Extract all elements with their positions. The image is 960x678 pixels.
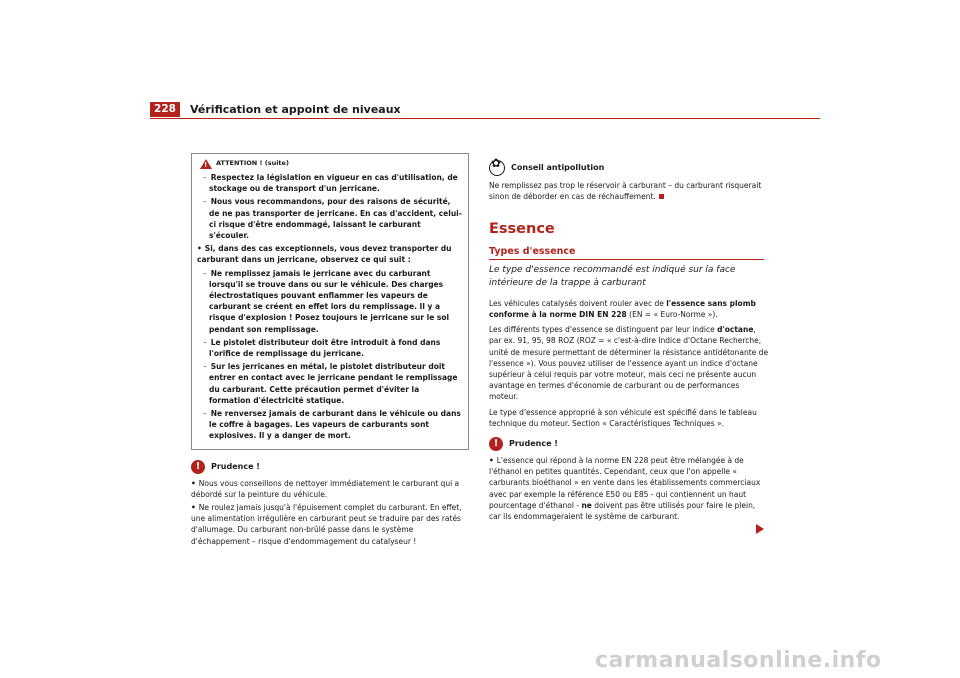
prudence-right-bullet: • L'essence qui répond à la norme EN 228 peut être mélangée à de l'éthanol en petites quantités. Cependant, ceux que l'on appelle « carburants bioéthanol » en vente dans les établissements commerciaux avec par exemple la référence E50 ou E85 - qui contiennent un haut pourcentage d'éthanol - ne doivent pas être utilisés pour faire le plein, car ils endommageraient le système de carburant. [489, 456, 761, 522]
subsection-title: Types d'essence [489, 245, 576, 257]
warning-dash-item: – Ne remplissez jamais le jerricane avec du carburant lorsqu'il se trouve dans ou sur le véhicule. Des charges électrostatiques pouvant enflammer les vapeurs de carburant se créent en effet lors du remplissage. Il y a risque d'explosion ! Posez toujours le jerricane sur le sol pendant son remplissage. [203, 268, 463, 335]
warning-dash-item: – Ne renversez jamais de carburant dans le véhicule ou dans le coffre à bagages. Les vapeurs de carburants sont explosives. Il y a danger de mort. [203, 408, 463, 442]
right-column [489, 160, 769, 522]
left-column [191, 153, 469, 547]
prudence-left-bullet: • Ne roulez jamais jusqu'à l'épuisement complet du carburant. En effet, une alimentation irrégulière en carburant peut se traduire par des ratés d'allumage. Du carburant non-brûlé passe dans le système d'échappement – risque d'endommagement du catalyseur ! [191, 503, 462, 546]
warning-items [197, 172, 463, 442]
prudence-right-label: Prudence ! [509, 439, 558, 449]
subsection-subtitle: Le type d'essence recommandé est indiqué sur la face intérieure de la trappe à carburant [489, 264, 736, 288]
prudence-right-heading [489, 437, 769, 451]
conseil-text: Ne remplissez pas trop le réservoir à carburant – du carburant risquerait sinon de déborder en cas de réchauffement. [489, 181, 762, 202]
paragraph-3: Le type d'essence approprié à son véhicule est spécifié dans le tableau technique du moteur. Section « Caractéristiques Techniques ». [489, 407, 757, 428]
prudence-left-label: Prudence ! [211, 462, 260, 472]
prudence-left-bullet: • Nous vous conseillons de nettoyer immédiatement le carburant qui a débordé sur la peinture du véhicule. [191, 478, 460, 499]
end-square-icon [659, 194, 664, 199]
warning-dash-item: – Respectez la législation en vigueur en cas d'utilisation, de stockage ou de transport d'un jerricane. [203, 172, 463, 194]
watermark: carmanualsonline.info [595, 648, 882, 673]
conseil-label: Conseil antipollution [511, 163, 605, 173]
subsection-rule [489, 259, 764, 260]
page-number: 228 [150, 102, 180, 117]
next-page-arrow-icon[interactable] [756, 524, 764, 534]
header-rule [150, 118, 820, 119]
warning-triangle-icon [200, 159, 212, 169]
warning-dash-item: – Nous vous recommandons, pour des raisons de sécurité, de ne pas transporter de jerricane. En cas d'accident, celui-ci risque d'être endommagé, laissant le carburant s'écouler. [203, 196, 463, 241]
paragraph-2: Les différents types d'essence se distinguent par leur indice d'octane, par ex. 91, 95, 98 ROZ (ROZ = « c'est-à-dire Indice d'Octane Recherche, unité de mesure permettant de déterminer la résistance antidétonante de l'essence »). Vous pouvez utiliser de l'essence ayant un indice d'octane supérieur à celui requis par votre moteur, mais ceci ne présente aucun avantage en termes d'économie de carburant ou de performances moteur. [489, 325, 769, 402]
page-header-title: Vérification et appoint de niveaux [190, 103, 401, 116]
exclamation-icon: ! [191, 460, 205, 474]
warning-bullet-item: • Si, dans des cas exceptionnels, vous devez transporter du carburant dans un jerricane, observez ce qui suit : [197, 244, 452, 265]
conseil-heading [489, 160, 769, 176]
flower-eco-icon [489, 160, 505, 176]
warning-heading-label: ATTENTION ! (suite) [216, 159, 289, 167]
warning-dash-item: – Sur les jerricanes en métal, le pistolet distributeur doit entrer en contact avec le jerricane pendant le remplissage du carburant. Cette précaution permet d'éviter la formation d'électricité statique. [203, 361, 463, 406]
exclamation-icon: ! [489, 437, 503, 451]
warning-box [191, 153, 469, 450]
paragraph-1: Les véhicules catalysés doivent rouler avec de l'essence sans plomb conforme à la norme DIN EN 228 (EN = « Euro-Norme »). [489, 298, 756, 320]
section-title-essence: Essence [489, 221, 555, 238]
prudence-left-heading [191, 460, 469, 474]
warning-dash-item: – Le pistolet distributeur doit être introduit à fond dans l'orifice de remplissage du jerricane. [203, 337, 463, 359]
warning-heading [200, 158, 289, 169]
